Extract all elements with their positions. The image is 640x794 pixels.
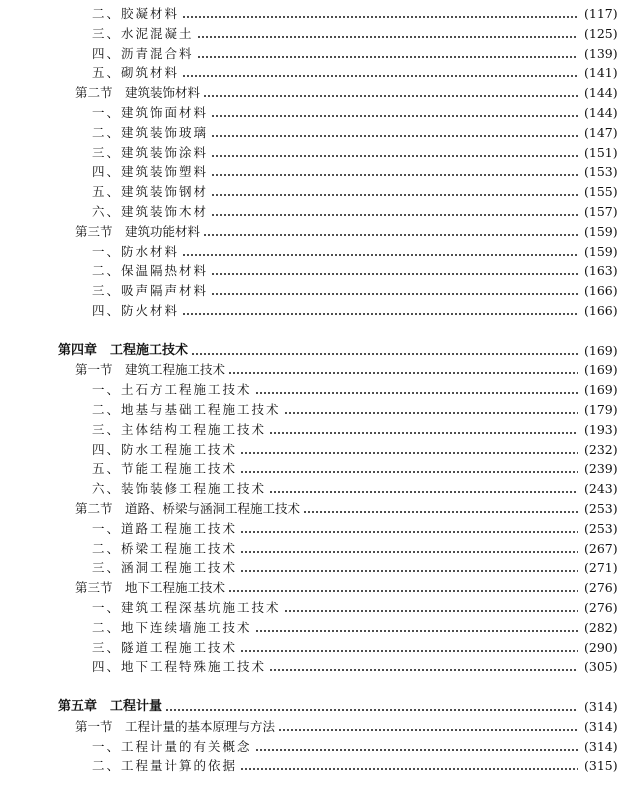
toc-chapter-row	[0, 697, 640, 717]
dot-leader	[228, 372, 578, 374]
page-number: (243)	[584, 481, 618, 497]
dot-leader	[228, 590, 578, 592]
toc-entry-title: 第四章 工程施工技术	[58, 342, 189, 358]
dot-leader	[255, 392, 578, 394]
page-number: (117)	[584, 6, 618, 21]
dot-leader	[303, 511, 578, 513]
page-number: (144)	[584, 85, 618, 101]
toc-section-row	[0, 360, 640, 380]
toc-section-row	[0, 222, 640, 242]
toc-entry-title: 一、工程计量的有关概念	[92, 738, 252, 754]
dot-leader	[182, 313, 578, 315]
dot-leader	[269, 491, 578, 493]
dot-leader	[182, 16, 578, 18]
toc-item-row	[0, 756, 640, 776]
toc-entry-title: 四、防火材料	[92, 303, 180, 318]
toc-entry-title: 二、工程量计算的依据	[92, 758, 238, 774]
page-number: (239)	[584, 461, 618, 477]
toc-item-row	[0, 24, 640, 44]
toc-section-row	[0, 499, 640, 519]
toc-entry-title: 一、土石方工程施工技术	[92, 382, 252, 398]
dot-leader	[211, 174, 578, 176]
toc-entry-title: 一、建筑饰面材料	[92, 105, 209, 120]
page-number: (232)	[584, 441, 618, 457]
page-number: (155)	[584, 184, 618, 200]
dot-leader	[211, 115, 578, 117]
dot-leader	[182, 254, 578, 256]
dot-leader	[240, 570, 578, 572]
toc-item-row	[0, 182, 640, 202]
toc-entry-title: 第三节 建筑功能材料	[75, 223, 201, 239]
toc-item-row	[0, 281, 640, 301]
dot-leader	[240, 531, 578, 533]
page-number: (179)	[584, 402, 618, 417]
page-number: (159)	[584, 243, 618, 259]
toc-entry-title: 第三节 地下工程施工技术	[75, 580, 226, 596]
toc-item-row	[0, 657, 640, 677]
toc-entry-title: 三、建筑装饰涂料	[92, 144, 209, 160]
page-number: (276)	[584, 580, 618, 596]
dot-leader	[284, 610, 578, 612]
toc-entry-title: 五、砌筑材料	[92, 65, 180, 81]
page-number: (147)	[584, 124, 618, 140]
toc-entry-title: 第五章 工程计量	[58, 699, 163, 714]
toc-section-row	[0, 83, 640, 103]
page-number: (157)	[584, 204, 618, 219]
toc-entry-title: 四、沥青混合料	[92, 45, 194, 61]
page-number: (315)	[584, 758, 618, 774]
toc-item-row	[0, 519, 640, 539]
toc-item-row	[0, 103, 640, 123]
toc-item-row	[0, 459, 640, 479]
dot-leader	[240, 452, 578, 454]
dot-leader	[269, 669, 578, 671]
toc-entry-title: 四、建筑装饰塑料	[92, 164, 209, 180]
toc-entry-title: 六、建筑装饰木材	[92, 204, 209, 219]
dot-leader	[255, 749, 578, 751]
toc-item-row	[0, 123, 640, 143]
toc-entry-title: 五、节能工程施工技术	[92, 461, 238, 477]
page-number: (166)	[584, 303, 618, 318]
dot-leader	[240, 768, 578, 770]
toc-entry-title: 三、涵洞工程施工技术	[92, 560, 238, 576]
dot-leader	[182, 75, 578, 77]
dot-leader	[211, 214, 578, 216]
toc-entry-title: 一、防水材料	[92, 243, 180, 259]
toc-entry-title: 四、防水工程施工技术	[92, 441, 238, 457]
toc-entry-title: 二、建筑装饰玻璃	[92, 124, 209, 140]
toc-item-row	[0, 638, 640, 658]
toc-entry-title: 第一节 建筑工程施工技术	[75, 362, 226, 378]
page-number: (169)	[584, 342, 618, 358]
toc-item-row	[0, 380, 640, 400]
dot-leader	[191, 353, 578, 355]
toc-entry-title: 二、地基与基础工程施工技术	[92, 402, 281, 417]
page-number: (144)	[584, 105, 618, 120]
dot-leader	[165, 709, 578, 711]
dot-leader	[211, 194, 578, 196]
page-number: (125)	[584, 25, 618, 41]
toc-section-row	[0, 578, 640, 598]
toc-entry-title: 一、建筑工程深基坑施工技术	[92, 600, 281, 615]
toc-entry-title: 二、胶凝材料	[92, 6, 180, 21]
page-number: (163)	[584, 263, 618, 279]
toc-entry-title: 第二节 道路、桥梁与涵洞工程施工技术	[75, 501, 301, 516]
toc-item-row	[0, 737, 640, 757]
toc-item-row	[0, 558, 640, 578]
toc-item-row	[0, 4, 640, 24]
page-number: (314)	[584, 738, 618, 754]
toc-item-row	[0, 301, 640, 321]
toc-item-row	[0, 539, 640, 559]
dot-leader	[240, 650, 578, 652]
toc-entry-title: 二、桥梁工程施工技术	[92, 540, 238, 556]
toc-section-row	[0, 717, 640, 737]
page-number: (282)	[584, 619, 618, 635]
page-number: (153)	[584, 164, 618, 180]
toc-item-row	[0, 440, 640, 460]
dot-leader	[211, 155, 578, 157]
dot-leader	[211, 273, 578, 275]
toc-item-row	[0, 618, 640, 638]
dot-leader	[278, 729, 578, 731]
page-number: (290)	[584, 639, 618, 655]
toc-entry-title: 第二节 建筑装饰材料	[75, 85, 201, 101]
toc-entry-title: 二、地下连续墙施工技术	[92, 619, 252, 635]
toc-item-row	[0, 479, 640, 499]
page-number: (159)	[584, 223, 618, 239]
toc-entry-title: 四、地下工程特殊施工技术	[92, 659, 267, 675]
toc-item-row	[0, 44, 640, 64]
dot-leader	[197, 36, 578, 38]
toc-entry-title: 三、隧道工程施工技术	[92, 639, 238, 655]
page-number: (305)	[584, 659, 618, 675]
page-number: (314)	[584, 718, 618, 734]
dot-leader	[240, 551, 578, 553]
dot-leader	[211, 293, 578, 295]
page-number: (166)	[584, 283, 618, 299]
toc-entry-title: 第一节 工程计量的基本原理与方法	[75, 718, 276, 734]
toc-item-row	[0, 400, 640, 420]
dot-leader	[284, 412, 578, 414]
dot-leader	[203, 234, 578, 236]
toc-item-row	[0, 261, 640, 281]
page-number: (253)	[584, 520, 618, 536]
toc-entry-title: 三、主体结构工程施工技术	[92, 421, 267, 437]
toc-entry-title: 一、道路工程施工技术	[92, 520, 238, 536]
toc-entry-title: 六、装饰装修工程施工技术	[92, 481, 267, 497]
page-number: (314)	[584, 699, 618, 714]
toc-item-row	[0, 242, 640, 262]
page-number: (276)	[584, 600, 618, 615]
page-number: (267)	[584, 540, 618, 556]
toc-item-row	[0, 143, 640, 163]
toc-entry-title: 二、保温隔热材料	[92, 263, 209, 279]
page-number: (271)	[584, 560, 618, 576]
dot-leader	[211, 135, 578, 137]
page-number: (169)	[584, 362, 618, 378]
dot-leader	[240, 471, 578, 473]
page-number: (193)	[584, 421, 618, 437]
toc-item-row	[0, 63, 640, 83]
page-number: (253)	[584, 501, 618, 516]
toc-item-row	[0, 420, 640, 440]
dot-leader	[269, 432, 578, 434]
toc-entry-title: 三、水泥混凝土	[92, 25, 194, 41]
toc-item-row	[0, 202, 640, 222]
toc-entry-title: 三、吸声隔声材料	[92, 283, 209, 299]
toc-item-row	[0, 162, 640, 182]
toc-entry-title: 五、建筑装饰钢材	[92, 184, 209, 200]
dot-leader	[255, 630, 578, 632]
page-number: (139)	[584, 45, 618, 61]
page-number: (169)	[584, 382, 618, 398]
dot-leader	[197, 56, 578, 58]
dot-leader	[203, 95, 578, 97]
page-number: (151)	[584, 144, 618, 160]
page-number: (141)	[584, 65, 618, 81]
toc-item-row	[0, 598, 640, 618]
toc-chapter-row	[0, 341, 640, 361]
